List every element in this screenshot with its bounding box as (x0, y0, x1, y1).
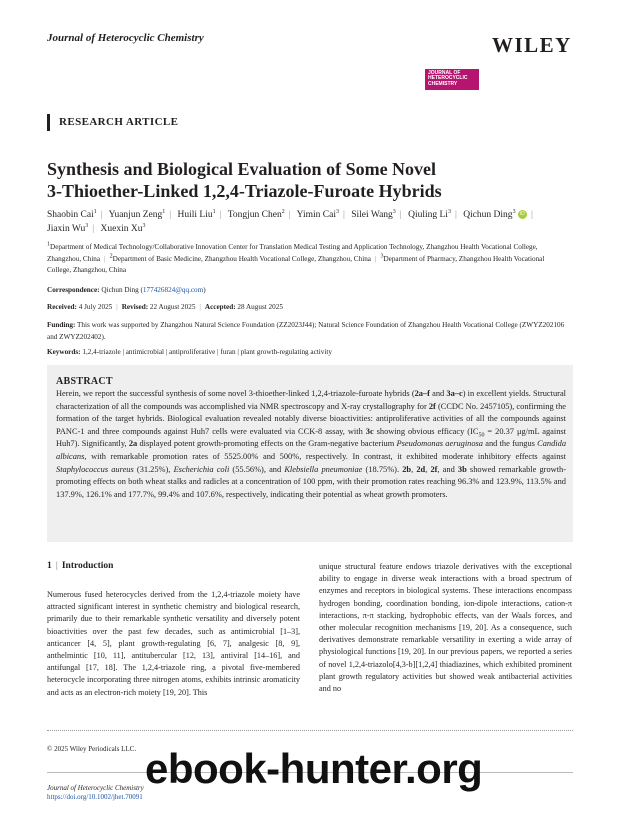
affiliation: Department of Basic Medicine, Zhangzhou Health Vocational College, Zhangzhou, China (112, 254, 371, 263)
affiliation: Department of Pharmacy, Zhangzhou Health Vocational College, Zhangzhou, China (47, 254, 545, 274)
author[interactable]: Shaobin Cai$^1$ (47, 208, 97, 220)
footnote-divider (47, 730, 573, 731)
keywords: Keywords: 1,2,4-triazole | antimicrobial | antiproliferative | furan | plant growth-regulating activity (47, 348, 332, 356)
doi-link[interactable]: https://doi.org/10.1002/jhet.70091 (47, 793, 143, 801)
abstract-heading: ABSTRACT (56, 376, 113, 387)
journal-badge (425, 69, 479, 90)
copyright: © 2025 Wiley Periodicals LLC. (47, 745, 137, 753)
author[interactable]: Jiaxin Wu$^3$ (47, 222, 89, 234)
correspondence-email-link[interactable]: 177426824@qq.com (142, 286, 204, 294)
author[interactable]: Silei Wang$^3$ (351, 208, 396, 220)
author-list: Shaobin Cai$^1$ | Yuanjun Zeng$^1$ | Huili Liu$^1$ | Tongjun Chen$^2$ | Yimin Cai$^3$ | Silei Wang$^3$ | Qiuling Li$^3$ | Qichun Ding$^3$ iD | Jiaxin Wu$^3$ | Xuexin Xu$^3$ (47, 208, 533, 234)
article-dates: Received: 4 July 2025 | Revised: 22 August 2025 | Accepted: 28 August 2025 (47, 303, 283, 311)
article-title (47, 158, 567, 202)
author[interactable]: Yuanjun Zeng$^1$ (108, 208, 166, 220)
title-line: Synthesis and Biological Evaluation of Some Novel (47, 159, 437, 179)
article-type: RESEARCH ARTICLE (47, 114, 178, 131)
affiliations: $^1$Department of Medical Technology/Collaborative Innovation Center for Translation Medical Testing and Application Technology, Zhangzhou Health Vocational College, Zhangzhou, China | $^2$Department of Basic Medicine, Zhangzhou Health Vocational College, Zhangzhou, China | $^3$Department of Pharmacy, Zhangzhou Health Vocational College, Zhangzhou, China (47, 241, 545, 274)
author[interactable]: Xuexin Xu$^3$ (100, 222, 146, 234)
watermark: ebook-hunter.org (145, 745, 483, 792)
section-heading: 1 | Introduction (47, 561, 114, 571)
author[interactable]: Qichun Ding$^3$ (463, 208, 516, 220)
author[interactable]: Tongjun Chen$^2$ (227, 208, 285, 220)
author[interactable]: Yimin Cai$^3$ (296, 208, 339, 220)
title-line: 3-Thioether-Linked 1,2,4-Triazole-Furoate Hybrids (47, 181, 442, 201)
intro-right-column: unique structural feature endows triazole derivatives with the exceptional ability to engage in diverse weak interactions with a broad spectrum of enzymes and receptors in biological systems. These interactions encompass hydrogen bonding, coordination bonding, ion-dipole interactions, cation-π interactions, π-π stacking, hydrophobic effects, van der Waals forces, and other molecular recognition mechanisms [19, 20]. As a consequence, such derivatives demonstrate remarkable versatility in exerting a wide array of physiological functions [19, 20]. In our previous papers, we reported a series of novel 1,2,4-triazolo[4,3-b][1,2,4] thiadiazines, which exhibited prominent plant growth regulatory activities but showed weak antibacterial activities and no (319, 562, 572, 694)
badge-line: CHEMISTRY (428, 80, 458, 87)
correspondence: Correspondence: Qichun Ding (177426824@qq.com) (47, 286, 206, 294)
badge-line: HETEROCYCLIC (428, 75, 468, 82)
journal-name: Journal of Heterocyclic Chemistry (47, 32, 204, 44)
affiliation: Department of Medical Technology/Collaborative Innovation Center for Translation Medical Testing and Application Technology, Zhangzhou Health Vocational College, Zhangzhou, China (47, 243, 538, 263)
orcid-icon[interactable]: iD (518, 210, 527, 219)
intro-left-column: Numerous fused heterocycles derived from the 1,2,4-triazole moiety have attracted significant interest in synthetic chemistry and biological research, primarily due to their remarkable synthetic versatility and diversely potent bioactivities over the past few decades, such as antimicrobial [1–3], anticancer [4, 5], plant growth-regulating [6, 7], analgesic [8, 9], anthelmintic [10, 11], antitubercular [12, 13], antiviral [14–16], and antifungal [17, 18]. The 1,2,4-triazole ring, a pivotal five-membered heterocycle incorporating three nitrogen atoms, exhibits intrinsic aromaticity and acts as an electron-rich moiety [19, 20]. This (47, 590, 300, 697)
author[interactable]: Huili Liu$^1$ (177, 208, 216, 220)
abstract-text: Herein, we report the successful synthesis of some novel 3-thioether-linked 1,2,4-triazole-furoate hybrids (2a–f and 3a–c) in excellent yields. Structural characterization of all the compounds was accomplished via NMR spectroscopy and X-ray crystallography for 2f (CCDC No. 2457105), confirming the formation of the target hybrids. Biological evaluation revealed notably diverse bioactivities: antiproliferative activities of all the compounds against PANC-1 and three compounds against Huh7 cells were evaluated via CCK-8 assay, with 3c showing obvious efficacy ($IC_{50} = 20.37$ μg/mL against Huh7). Significantly, 2a displayed potent growth-promoting effects on the Gram-negative bacterium Pseudomonas aeruginosa and the fungus Candida albicans, with remarkable promotion rates of 5525.00% and 500%, respectively. In contrast, it exhibited moderate inhibitory effects against Staphylococcus aureus (31.25%), Escherichia coli (55.56%), and Klebsiella pneumoniae (18.75%). 2b, 2d, 2f, and 3b showed remarkable growth-promoting effects on both wheat stalks and radicles at a concentration of 100 ppm, with their promotion rates reaching 96.3% and 123.9%, 113.5% and 137.9%, 126.1% and 177.7%, 99.4% and 107.6%, respectively, indicating their potential as wheat growth promoters. (56, 389, 567, 499)
footer-journal: Journal of Heterocyclic Chemistry (47, 784, 144, 792)
badge-line: JOURNAL OF (428, 70, 461, 76)
author[interactable]: Qiuling Li$^3$ (408, 208, 451, 220)
publisher-logo: WILEY (492, 33, 572, 57)
funding: Funding: This work was supported by Zhangzhou Natural Science Foundation (ZZ2023J44); Natural Science Foundation of Zhangzhou Health Vocational College (ZWYZ202106 and ZWYZ202402). (47, 321, 565, 341)
